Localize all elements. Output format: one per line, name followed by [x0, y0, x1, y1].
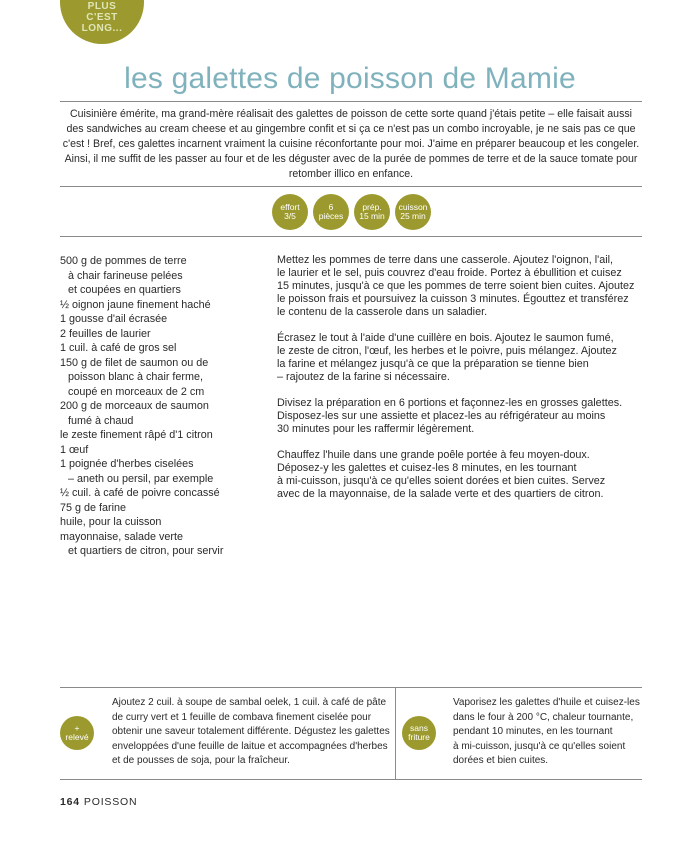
method-steps [277, 254, 647, 514]
divider [60, 236, 642, 237]
ingredient-item: ½ cuil. à café de poivre concassé [60, 487, 220, 499]
info-cook-time: cuisson 25 min [395, 194, 431, 230]
info-yield: 6 pièces [313, 194, 349, 230]
info-effort: effort 3/5 [272, 194, 308, 230]
ingredient-item: mayonnaise, salade verte [60, 530, 184, 543]
ingredient-item: 1 poignée d'herbes ciselées [60, 458, 194, 470]
info-prep-time: prép. 15 min [354, 194, 390, 230]
step: Écrasez le tout à l'aide d'une cuillère en bois. Ajoutez le saumon fumé, le zeste de citron, l'œuf, les herbes et le poivre, puis mélangez. Ajoutez la farine et mélangez jusqu'à ce que la préparation se tienne bien – rajoutez de la farine si nécessaire. [277, 332, 617, 383]
intro-text: Cuisinière émérite, ma grand-mère réalisait des galettes de poisson de cette sorte quand j'étais petite – elle faisait aussi des sandwiches au cream cheese et au gingembre confit et si ça ce n'est pas un combo incroyable, je ne sais pas ce que c'est ! Bref, ces galettes incarnent vraiment la cuisine réconfortante pour moi. J'aime en préparer beaucoup et les congeler. Ainsi, il me suffit de les passer au four et de les déguster avec de la purée de pommes de terre et de la sauce tomate pour retomber illico en enfance. [62, 108, 640, 180]
ingredient-item-continued: poisson blanc à chair ferme, [68, 371, 204, 383]
divider [60, 186, 642, 187]
ingredient-item: le zeste finement râpé d'1 citron [60, 429, 213, 441]
ingredient-item: 2 feuilles de laurier [60, 327, 151, 340]
divider [60, 101, 642, 102]
ingredient-item: 75 g de farine [60, 501, 127, 514]
ingredient-item-continued: et coupées en quartiers [68, 284, 181, 296]
section-name: POISSON [83, 796, 138, 808]
ingredient-item-continued: fumé à chaud [68, 414, 134, 427]
chapter-badge: PLUS C'EST LONG... [60, 0, 144, 44]
ingredient-item: 1 gousse d'ail écrasée [60, 313, 168, 325]
ingredient-item-continued: – aneth ou persil, par exemple [68, 472, 214, 485]
step: Divisez la préparation en 6 portions et façonnez-les en grosses galettes. Disposez-les sur une assiette et placez-les au réfrigérateur au moins 30 minutes pour les raffermir légèrement. [277, 397, 623, 435]
step: Chauffez l'huile dans une grande poêle portée à feu moyen-doux. Déposez-y les galettes et cuisez-les 8 minutes, en les tournant à mi-cuisson, jusqu'à ce qu'elles soient dorées et bien cuites. Servez avec de la mayonnaise, de la salade verte et des quartiers de citron. [277, 449, 606, 500]
ingredient-item: 500 g de pommes de terre [60, 255, 187, 267]
recipe-info [0, 194, 700, 230]
divider [60, 779, 642, 780]
ingredient-item: 1 œuf [60, 443, 89, 456]
tip-badge-no-fry: sans friture [402, 716, 436, 750]
ingredient-item: 150 g de filet de saumon ou de [60, 356, 209, 369]
ingredient-item-continued: coupé en morceaux de 2 cm [68, 385, 205, 398]
ingredient-item: ½ oignon jaune finement haché [60, 298, 211, 311]
divider [60, 687, 642, 688]
recipe-title: les galettes de poisson de Mamie [124, 62, 576, 95]
tip-spicy-text: Ajoutez 2 cuil. à soupe de sambal oelek, 1 cuil. à café de pâte de curry vert et 1 feuille de combava finement ciselée pour obtenir une saveur totalement différente. Dégustez les galettes enveloppées d'une feuille de laitue et accompagnées d'herbes et de pousses de soja, pour la fraîcheur. [112, 697, 390, 766]
step: Mettez les pommes de terre dans une casserole. Ajoutez l'oignon, l'ail, le laurier et le sel, puis couvrez d'eau froide. Portez à ébullition et cuisez 15 minutes, jusqu'à ce que les pommes de terre soient bien cuites. Ajoutez le poisson frais et poursuivez la cuisson 3 minutes. Égouttez et transférez le contenu de la casserole dans un saladier. [277, 254, 635, 318]
ingredient-item: 200 g de morceaux de saumon [60, 400, 209, 412]
tip-badge-spicy: + relevé [60, 716, 94, 750]
page-number: 164 [60, 796, 80, 808]
ingredients-list [60, 254, 260, 559]
ingredient-item: 1 cuil. à café de gros sel [60, 342, 177, 354]
ingredient-item-continued: et quartiers de citron, pour servir [68, 545, 224, 557]
ingredient-item-continued: à chair farineuse pelées [68, 269, 183, 282]
page-footer [60, 796, 137, 808]
tip-no-fry-text: Vaporisez les galettes d'huile et cuisez-les dans le four à 200 °C, chaleur tournante, pendant 10 minutes, en les tournant à mi-cuisson, jusqu'à ce qu'elles soient dorées et bien cuites. [453, 697, 640, 766]
divider [395, 687, 396, 779]
ingredient-item: huile, pour la cuisson [60, 516, 162, 528]
